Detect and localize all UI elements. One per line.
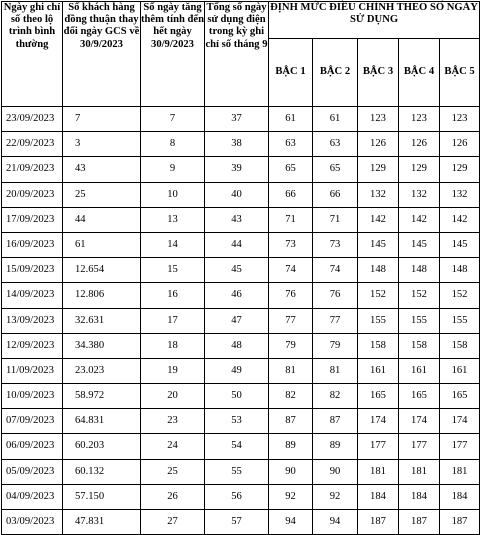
cell-tier-2: 92 [313,484,358,509]
cell-tier-2: 81 [313,358,358,383]
table-row [2,258,480,283]
cell-total-days: 54 [205,434,269,459]
cell-customers: 58.972 [63,384,141,409]
header-quota-group: ĐỊNH MỨC ĐIỀU CHỈNH THEO SỐ NGÀY SỬ DỤNG [269,2,480,39]
cell-tier-4: 123 [399,107,440,132]
cell-tier-3: 155 [358,308,399,333]
table-header [2,2,480,107]
cell-tier-1: 77 [269,308,313,333]
cell-tier-4: 129 [399,157,440,182]
cell-extra-days: 10 [141,182,205,207]
cell-date: 13/09/2023 [2,308,63,333]
cell-extra-days: 25 [141,459,205,484]
cell-extra-days: 14 [141,232,205,257]
cell-tier-1: 89 [269,434,313,459]
cell-extra-days: 9 [141,157,205,182]
cell-tier-3: 145 [358,232,399,257]
cell-tier-4: 148 [399,258,440,283]
header-customers: Số khách hàng đồng thuận thay đổi ngày GCS về 30/9/2023 [63,2,141,107]
cell-date: 14/09/2023 [2,283,63,308]
cell-tier-2: 94 [313,510,358,535]
cell-total-days: 48 [205,333,269,358]
cell-date: 10/09/2023 [2,384,63,409]
cell-tier-5: 177 [440,434,480,459]
cell-customers: 23.023 [63,358,141,383]
cell-tier-1: 65 [269,157,313,182]
cell-customers: 44 [63,207,141,232]
cell-date: 06/09/2023 [2,434,63,459]
cell-extra-days: 8 [141,132,205,157]
table-row [2,132,480,157]
table-row [2,308,480,333]
cell-tier-2: 79 [313,333,358,358]
cell-tier-5: 181 [440,459,480,484]
cell-date: 03/09/2023 [2,510,63,535]
cell-total-days: 47 [205,308,269,333]
cell-tier-3: 165 [358,384,399,409]
cell-customers: 60.132 [63,459,141,484]
cell-tier-3: 142 [358,207,399,232]
cell-tier-3: 132 [358,182,399,207]
cell-date: 17/09/2023 [2,207,63,232]
cell-date: 16/09/2023 [2,232,63,257]
cell-date: 05/09/2023 [2,459,63,484]
cell-customers: 47.831 [63,510,141,535]
table-row [2,207,480,232]
cell-total-days: 43 [205,207,269,232]
cell-tier-5: 148 [440,258,480,283]
cell-tier-1: 90 [269,459,313,484]
cell-total-days: 37 [205,107,269,132]
cell-tier-3: 152 [358,283,399,308]
cell-tier-4: 152 [399,283,440,308]
cell-tier-1: 73 [269,232,313,257]
cell-total-days: 49 [205,358,269,383]
cell-tier-1: 79 [269,333,313,358]
cell-tier-4: 158 [399,333,440,358]
cell-customers: 57.150 [63,484,141,509]
table-row [2,232,480,257]
table-body [2,107,480,535]
cell-customers: 60.203 [63,434,141,459]
cell-date: 07/09/2023 [2,409,63,434]
cell-tier-2: 87 [313,409,358,434]
cell-total-days: 56 [205,484,269,509]
cell-total-days: 57 [205,510,269,535]
header-total-days: Tổng số ngày sử dụng điện trong kỳ ghi chỉ số tháng 9 [205,2,269,107]
cell-tier-2: 61 [313,107,358,132]
cell-extra-days: 15 [141,258,205,283]
cell-customers: 12.654 [63,258,141,283]
cell-tier-5: 155 [440,308,480,333]
cell-customers: 7 [63,107,141,132]
cell-extra-days: 23 [141,409,205,434]
cell-extra-days: 17 [141,308,205,333]
cell-customers: 12.806 [63,283,141,308]
cell-date: 15/09/2023 [2,258,63,283]
cell-tier-5: 152 [440,283,480,308]
cell-customers: 43 [63,157,141,182]
header-extra-days: Số ngày tăng thêm tính đến hết ngày 30/9/2023 [141,2,205,107]
cell-tier-2: 77 [313,308,358,333]
cell-tier-2: 65 [313,157,358,182]
cell-tier-5: 132 [440,182,480,207]
cell-tier-4: 187 [399,510,440,535]
table-row [2,510,480,535]
cell-tier-3: 126 [358,132,399,157]
table-row [2,333,480,358]
cell-total-days: 50 [205,384,269,409]
cell-total-days: 44 [205,232,269,257]
cell-date: 12/09/2023 [2,333,63,358]
cell-tier-4: 142 [399,207,440,232]
cell-tier-2: 71 [313,207,358,232]
header-tier-3: BẬC 3 [358,39,399,107]
cell-tier-5: 161 [440,358,480,383]
cell-tier-3: 148 [358,258,399,283]
cell-tier-4: 184 [399,484,440,509]
cell-date: 04/09/2023 [2,484,63,509]
table-row [2,434,480,459]
cell-tier-1: 92 [269,484,313,509]
cell-customers: 64.831 [63,409,141,434]
cell-tier-1: 71 [269,207,313,232]
cell-tier-3: 187 [358,510,399,535]
cell-total-days: 53 [205,409,269,434]
cell-tier-3: 123 [358,107,399,132]
table-row [2,182,480,207]
table-row [2,384,480,409]
table-row [2,157,480,182]
cell-tier-3: 129 [358,157,399,182]
cell-tier-5: 184 [440,484,480,509]
cell-tier-4: 126 [399,132,440,157]
cell-tier-5: 145 [440,232,480,257]
cell-tier-5: 142 [440,207,480,232]
cell-extra-days: 7 [141,107,205,132]
cell-tier-4: 177 [399,434,440,459]
cell-total-days: 55 [205,459,269,484]
cell-customers: 61 [63,232,141,257]
cell-tier-1: 81 [269,358,313,383]
cell-tier-1: 63 [269,132,313,157]
table-row [2,358,480,383]
table-row [2,484,480,509]
cell-tier-2: 82 [313,384,358,409]
cell-customers: 3 [63,132,141,157]
cell-customers: 32.631 [63,308,141,333]
cell-customers: 25 [63,182,141,207]
header-tier-1: BẬC 1 [269,39,313,107]
cell-tier-4: 155 [399,308,440,333]
header-tier-5: BẬC 5 [440,39,480,107]
cell-tier-1: 76 [269,283,313,308]
adjusted-quota-table [1,1,480,535]
header-tier-4: BẬC 4 [399,39,440,107]
cell-extra-days: 19 [141,358,205,383]
cell-tier-5: 187 [440,510,480,535]
cell-tier-2: 89 [313,434,358,459]
cell-tier-1: 82 [269,384,313,409]
header-date: Ngày ghi chỉ số theo lộ trình bình thường [2,2,63,107]
table-row [2,283,480,308]
cell-tier-5: 129 [440,157,480,182]
cell-date: 11/09/2023 [2,358,63,383]
table-row [2,409,480,434]
cell-tier-1: 94 [269,510,313,535]
cell-date: 21/09/2023 [2,157,63,182]
cell-tier-5: 126 [440,132,480,157]
cell-tier-5: 174 [440,409,480,434]
cell-extra-days: 16 [141,283,205,308]
cell-total-days: 38 [205,132,269,157]
cell-tier-2: 73 [313,232,358,257]
cell-date: 22/09/2023 [2,132,63,157]
cell-total-days: 46 [205,283,269,308]
cell-tier-4: 165 [399,384,440,409]
cell-tier-5: 158 [440,333,480,358]
cell-tier-4: 132 [399,182,440,207]
cell-customers: 34.380 [63,333,141,358]
cell-tier-4: 145 [399,232,440,257]
cell-extra-days: 18 [141,333,205,358]
cell-tier-2: 76 [313,283,358,308]
header-tier-2: BẬC 2 [313,39,358,107]
cell-extra-days: 27 [141,510,205,535]
cell-tier-3: 174 [358,409,399,434]
cell-date: 23/09/2023 [2,107,63,132]
cell-tier-2: 90 [313,459,358,484]
cell-total-days: 40 [205,182,269,207]
cell-extra-days: 13 [141,207,205,232]
cell-tier-4: 161 [399,358,440,383]
cell-extra-days: 20 [141,384,205,409]
cell-tier-2: 66 [313,182,358,207]
cell-date: 20/09/2023 [2,182,63,207]
cell-tier-4: 181 [399,459,440,484]
cell-tier-3: 177 [358,434,399,459]
cell-tier-3: 161 [358,358,399,383]
cell-tier-1: 66 [269,182,313,207]
cell-extra-days: 24 [141,434,205,459]
cell-tier-4: 174 [399,409,440,434]
cell-tier-3: 158 [358,333,399,358]
cell-total-days: 45 [205,258,269,283]
cell-tier-2: 63 [313,132,358,157]
cell-total-days: 39 [205,157,269,182]
cell-tier-3: 181 [358,459,399,484]
cell-tier-2: 74 [313,258,358,283]
cell-tier-5: 123 [440,107,480,132]
cell-tier-5: 165 [440,384,480,409]
cell-extra-days: 26 [141,484,205,509]
cell-tier-3: 184 [358,484,399,509]
cell-tier-1: 74 [269,258,313,283]
cell-tier-1: 87 [269,409,313,434]
cell-tier-1: 61 [269,107,313,132]
table-row [2,107,480,132]
